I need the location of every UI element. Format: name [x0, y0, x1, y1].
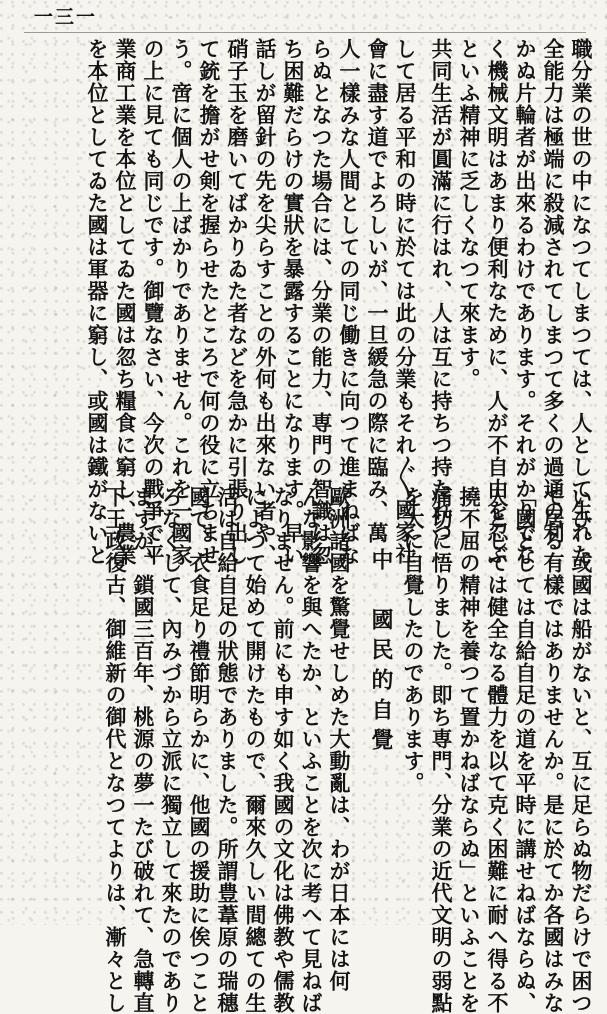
- text-column: らぬとなつた場合には、分業の能力、専門の智識は忽: [309, 38, 334, 566]
- text-column: 全能力は極端に殺減されてしまつて多くの過通の利: [541, 38, 566, 544]
- text-column: 業商工業を本位としてゐた國は忽ち糧食に窮し、農業: [113, 38, 138, 566]
- text-column: 話しが留針の先を尖らすことの外何も出來ない者や、: [253, 38, 278, 566]
- text-column: によつて始めて開けたもので、爾來久しい間總ての生: [243, 486, 268, 1014]
- text-column: を大に自覺したのであります。: [401, 486, 426, 794]
- text-column: 活は自給自足の狀態でありました。所謂豊葦原の瑞穗: [215, 486, 240, 1014]
- text-column: ち困難だらけの實狀を暴露することになります。早い: [281, 38, 306, 566]
- text-column: かぬ片輪者が出來るわけであります。それがかりでな: [513, 38, 538, 566]
- text-column: 下王政復古、御維新の御代となつてよりは、漸々とし: [103, 486, 128, 1014]
- text-column: の上に見ても同じです。御覽なさい、今次の戰爭で平: [141, 38, 166, 566]
- text-column: 職分業の世の中になつてしまつては、人として生れた: [569, 38, 594, 566]
- text-column: ますが、鎖國三百年、桃源の夢一たび破れて、急轉直: [131, 486, 156, 1014]
- text-column: て居る有樣ではありませんか。是に於てか各國はみな: [541, 486, 566, 1014]
- text-column: を本位としてゐた國は軍器に窮し、或國は鐵がないと: [85, 38, 110, 566]
- text-column: 撓不屈の精神を養つて置かねばならぬ」といふことを: [457, 486, 482, 1014]
- text-column: 「國としては自給自足の道を平時に講せねばならぬ、: [513, 486, 538, 1014]
- text-column: いひ、或國は船がないと、互に足らぬ物だらけで困つ: [569, 486, 594, 1014]
- text-column: 硝子玉を磨いてばかりゐた者などを急かに引張り出し: [225, 38, 250, 566]
- text-column: て銃を擔がせ剣を握らせたところで何の役に立ちませ: [197, 38, 222, 566]
- text-column: 痛切に悟りました。即ち専門、分業の近代文明の弱點: [429, 486, 454, 1014]
- text-column: なりません。前にも申す如く我國の文化は佛教や儒教: [271, 486, 296, 1014]
- text-column: 人としては健全なる體力を以て克く困難に耐へ得る不: [485, 486, 510, 1014]
- text-column: ろなくして、內みづから立派に獨立して來たのであり: [159, 486, 184, 1014]
- text-column: う。啻に個人の上ばかりでありません。これを一國家: [169, 38, 194, 566]
- lower-text-block: [21, 486, 594, 1014]
- text-column: といふ精神に乏しくなつて來ます。: [457, 38, 482, 390]
- text-column: 會に盡す道でよろしいが、一旦緩急の際に臨み、萬: [365, 38, 390, 544]
- text-column: 國で、衣食足り禮節明らかに、他國の援助に俟つこと: [187, 486, 212, 1014]
- text-column: して居る平和の時に於ては此の分業もそれ〴〵國家社: [393, 38, 418, 565]
- text-column: 人一樣みな人間としての同じ働きに向つて進まねばな: [337, 38, 362, 566]
- text-column: 歐洲諸國を驚覺せしめた大動亂は、わが日本には何: [327, 486, 352, 992]
- page-number: 一三一: [34, 6, 98, 28]
- text-column: んな影響を與へたか、といふことを次に考へて見ねば: [299, 486, 324, 1014]
- header-rule: [24, 32, 586, 33]
- upper-text-block: [21, 38, 594, 566]
- text-column: 共同生活が圓滿に行はれ、人は互に持ちつ持たれつ: [429, 38, 454, 544]
- text-column: く機械文明はあまり便利なために、人が不自由を忍ぶ: [485, 38, 510, 566]
- section-heading: 中 國民的自覺: [368, 548, 394, 758]
